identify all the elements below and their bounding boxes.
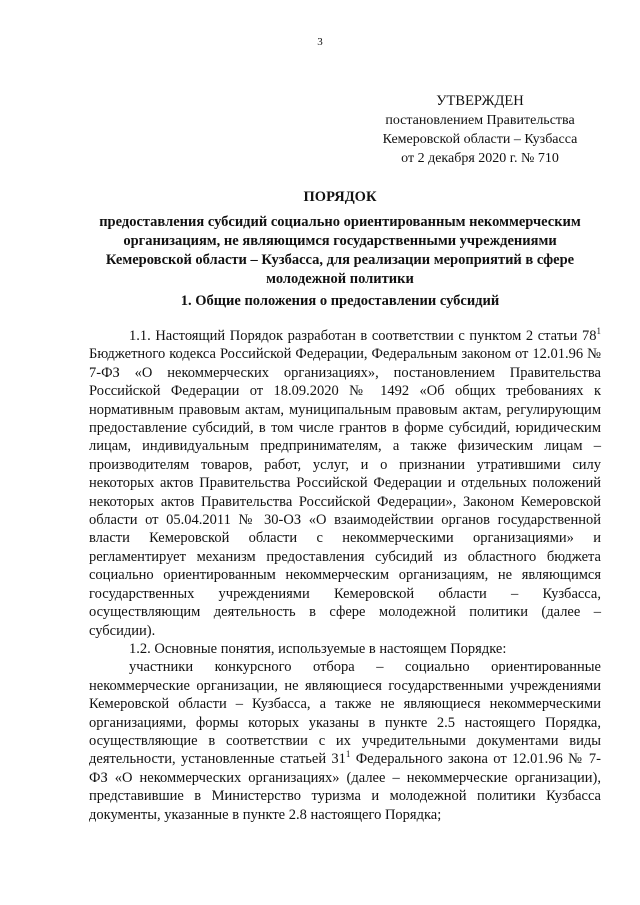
superscript: 1: [345, 749, 351, 760]
approval-line: постановлением Правительства: [385, 113, 575, 128]
document-body: [89, 327, 601, 824]
section-heading: 1. Общие положения о предоставлении субсидий: [180, 293, 500, 309]
paragraph-1-2: 1.2. Основные понятия, используемые в настоящем Порядке:: [129, 640, 507, 657]
page-number: 3: [317, 36, 323, 48]
title-subtitle: предоставления субсидий социально ориентированным некоммерческим организациям, не являющимся государственными учреждениями Кемеровской области – Кузбасса, для реализации мероприятий в сфере молодежной политики: [99, 214, 581, 287]
paragraph-1-1: 1.1. Настоящий Порядок разработан в соответствии с пунктом 2 статьи $78^1$ Бюджетного кодекса Российской Федерации, Федеральным законом от 12.01.96 № 7-ФЗ «О некоммерческих организациях», постановлением Правительства Российской Федерации от 18.09.2020 № 1492 «Об общих требованиях к нормативным правовым актам, муниципальным правовым актам, регулирующим предоставление субсидий, в том числе грантов в форме субсидий, юридическим лицам, индивидуальным предпринимателям, а также физическим лицам – производителям товаров, работ, услуг, и о признании утратившими силу некоторых актов Правительства Российской Федерации и отдельных положений некоторых актов Правительства Российской Федерации», Законом Кемеровской области от 05.04.2011 № 30-ОЗ «О взаимодействии органов государственной власти Кемеровской области с некоммерческими организациями» и регламентирует механизм предоставления субсидий из областного бюджета социально ориентированным некоммерческим организациям, не являющимся государственных учреждениями Кемеровской области – Кузбасса, осуществляющим деятельность в сфере молодежной политики (далее – субсидии).: [89, 326, 601, 639]
paragraph-definition: участники конкурсного отбора – социально ориентированные некоммерческие организации, не являющиеся государственными учреждениями Кемеровской области – Кузбасса, а также не являющиеся некоммерческими организациями, формы которых указаны в пункте 2.5 настоящего Порядка, осуществляющие в соответствии с их учредительными документами виды деятельности, установленные статьей $31^1$ Федерального закона от 12.01.96 № 7-ФЗ «О некоммерческих организациях» (далее – некоммерческие организации), представившие в Министерство туризма и молодежной политики Кузбасса документы, указанные в пункте 2.8 настоящего Порядка;: [89, 659, 601, 823]
approval-heading: УТВЕРЖДЕН: [436, 93, 524, 109]
title-main: ПОРЯДОК: [303, 189, 377, 205]
approval-line: от 2 декабря 2020 г. № 710: [401, 151, 559, 166]
approval-stamp: [360, 92, 600, 168]
superscript: 1: [596, 326, 601, 336]
approval-line: Кемеровской области – Кузбасса: [382, 132, 578, 147]
document-title: [80, 188, 600, 289]
